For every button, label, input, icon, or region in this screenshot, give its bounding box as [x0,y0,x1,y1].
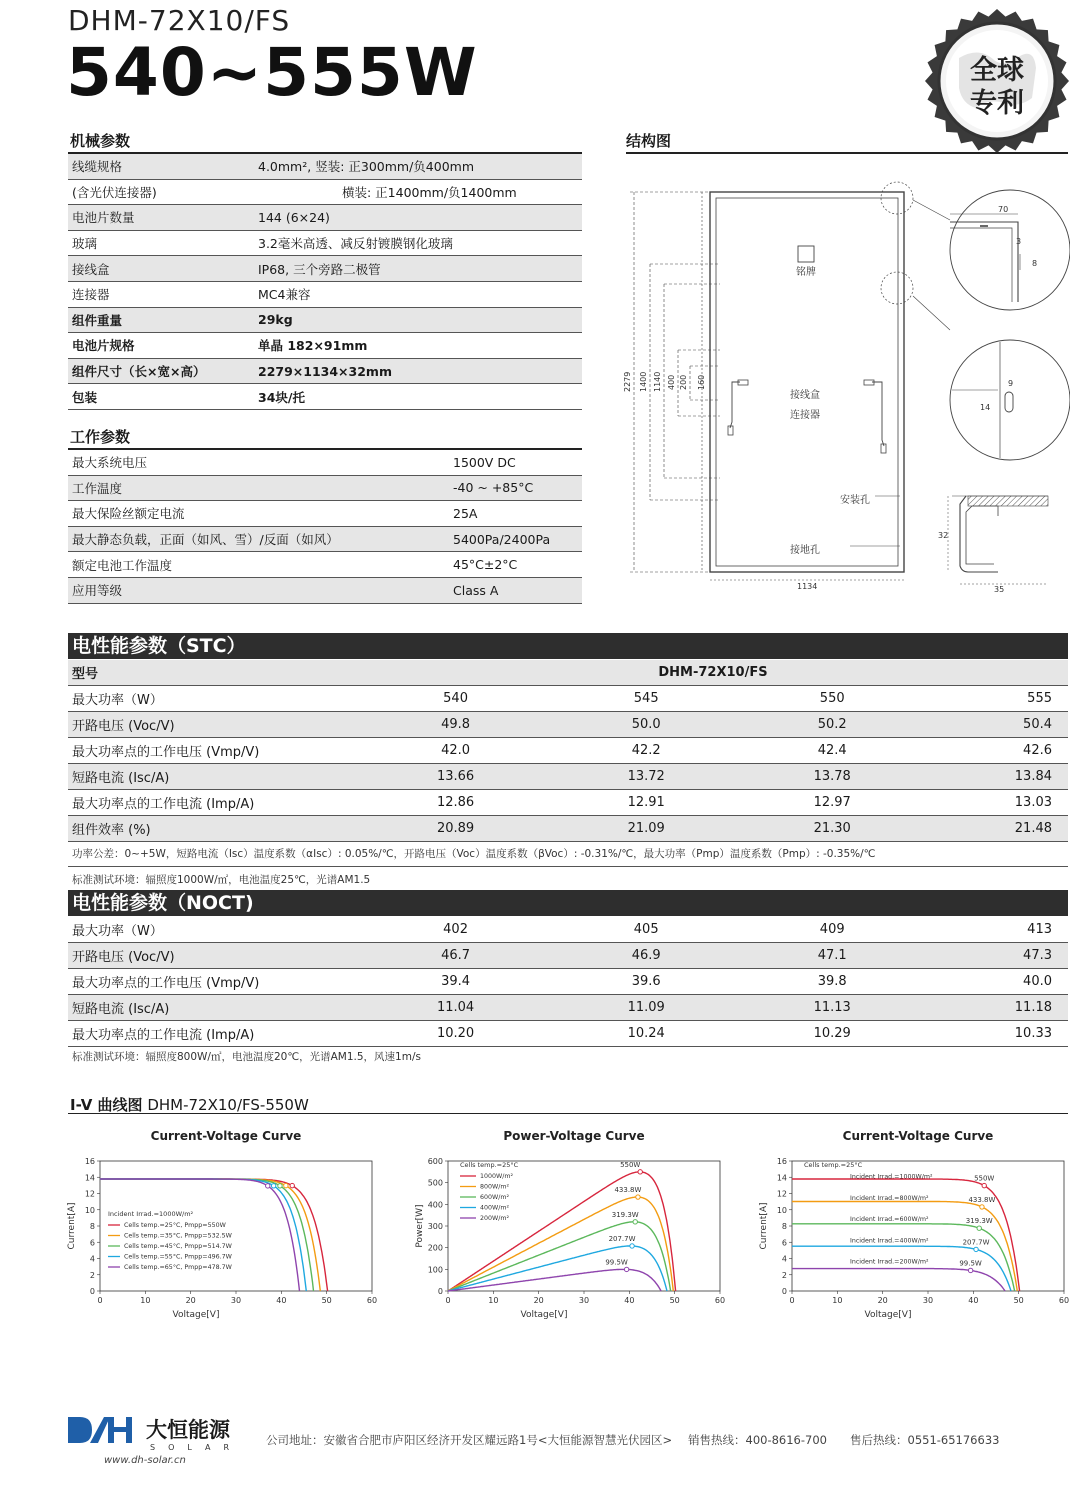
mpp-label: 433.8W [968,1195,996,1204]
x-tick-label: 40 [968,1296,979,1305]
spec-label: 工作温度 [68,475,447,501]
x-axis-label: Voltage[V] [864,1310,912,1320]
y-tick-label: 200 [427,1243,443,1253]
iv-title-bold: I-V 曲线图 [70,1096,143,1114]
connector-cable-left [730,382,740,428]
perf-value: 39.8 [739,969,925,995]
iv-title-model: DHM-72X10/FS-550W [147,1096,309,1114]
mpp-point [977,1226,981,1230]
mpp-point [278,1184,282,1188]
legend-title: Cells temp.=25°C [804,1161,863,1169]
x-tick-label: 40 [624,1296,635,1305]
dim-3: 3 [1016,237,1022,246]
mpp-label: 319.3W [965,1217,993,1226]
legend-entry: Cells temp.=45°C, Pmpp=514.7W [124,1243,232,1250]
perf-value: 545 [553,686,739,712]
model-label: 型号 [68,660,358,686]
x-tick-label: 20 [185,1296,196,1305]
spec-row [68,281,582,307]
legend-title: Cells temp.=25°C [460,1161,519,1169]
spec-label: 最大系统电压 [68,450,447,475]
mpp-point [633,1220,637,1224]
chart-title: Current-Voltage Curve [842,1129,994,1143]
mpp-point [636,1195,640,1199]
dim-height: 2279 [623,371,632,392]
mechanical-title: 机械参数 [70,132,131,150]
spec-row [68,501,582,527]
model-value: DHM-72X10/FS [358,660,1068,686]
perf-value: 11.04 [358,995,553,1021]
spec-value: 横装: 正1400mm/负1400mm [252,179,582,205]
perf-value: 13.84 [925,764,1068,790]
ground-hole-label: 接地孔 [790,545,820,556]
mpp-point [630,1244,634,1248]
pv-chart-irradiance [408,1125,738,1325]
x-tick-label: 30 [578,1296,590,1305]
y-tick-label: 300 [427,1222,443,1231]
connector-label: 连接器 [790,410,820,421]
perf-value: 47.1 [739,943,925,969]
corner-detail [950,190,1070,310]
y-tick-label: 4 [781,1254,787,1264]
noct-table [68,917,1068,1047]
spec-label: 接线盒 [68,256,252,282]
y-axis-label: Power[W] [415,1204,425,1248]
spec-row [68,205,582,231]
iv-chart-temperature [60,1125,390,1325]
perf-label: 开路电压 (Voc/V) [68,943,358,969]
x-tick-label: 50 [1013,1296,1024,1305]
legend-entry: 200W/m² [480,1215,510,1222]
mpp-label: 550W [620,1160,641,1169]
spec-value: Class A [447,577,582,603]
perf-value: 39.4 [358,969,553,995]
dim-14: 14 [980,403,991,412]
perf-row [68,943,1068,969]
x-tick-label: 0 [97,1296,103,1305]
spec-value: 45°C±2°C [447,552,582,578]
nameplate-box [798,246,814,262]
perf-value: 12.97 [739,790,925,816]
x-tick-label: 20 [877,1296,888,1305]
nameplate-label: 铭牌 [796,267,816,278]
mpp-point [974,1247,978,1251]
perf-value: 42.0 [358,738,553,764]
x-tick-label: 30 [922,1296,934,1305]
spec-label: 电池片数量 [68,205,252,231]
perf-row [68,969,1068,995]
company-address: 公司地址：安徽省合肥市庐阳区经济开发区耀远路1号<大恒能源智慧光伏园区> [266,1433,673,1447]
mounting-slot [1005,392,1013,412]
model-name: DHM-72X10/FS [68,4,291,37]
spec-value: 4.0mm², 竖装: 正300mm/负400mm [252,154,582,179]
x-axis-label: Voltage[V] [172,1310,220,1320]
legend-entry: Cells temp.=35°C, Pmpp=532.5W [124,1232,232,1240]
website: www.dh-solar.cn [104,1455,186,1466]
perf-value: 11.13 [739,995,925,1021]
spec-value: 1500V DC [447,450,582,475]
connector-cable-right [872,382,884,446]
mpp-point [638,1170,642,1174]
y-tick-label: 14 [776,1173,787,1183]
legend-title: Incident Irrad.=1000W/m² [108,1210,194,1218]
series-line [792,1224,1015,1291]
perf-value: 402 [358,917,553,943]
spec-label: 包装 [68,384,252,410]
stc-note-coefficients: 功率公差：0~+5W，短路电流（Isc）温度系数（αIsc）: 0.05%/℃，开路电压（Voc）温度系数（βVoc）: -0.31%/℃，最大功率（Pmp）温度系数（Pmp）: -0.35%/℃ [72,848,876,860]
legend-entry: Cells temp.=65°C, Pmpp=478.7W [124,1264,232,1271]
perf-row [68,712,1068,738]
y-tick-label: 10 [84,1205,95,1215]
y-axis-label: Current[A] [67,1202,77,1250]
working-title: 工作参数 [70,428,131,446]
y-tick-label: 0 [781,1287,787,1296]
y-tick-label: 14 [84,1173,95,1183]
legend-entry: 800W/m² [480,1183,510,1191]
mpp-label: 207.7W [962,1238,990,1247]
y-tick-label: 16 [776,1157,787,1166]
perf-row [68,790,1068,816]
y-tick-label: 0 [437,1287,443,1296]
spec-row [68,154,582,179]
noct-title: 电性能参数（NOCT) [68,890,1068,916]
y-tick-label: 6 [781,1238,787,1248]
chart-title: Current-Voltage Curve [150,1129,302,1143]
mpp-point [284,1183,288,1187]
dim-1400: 1400 [639,371,648,392]
series-line [448,1269,661,1291]
spec-label: 最大静态负载，正面（如风、雪）/反面（如风） [68,526,447,552]
dim-width: 1134 [797,582,818,591]
dim-32: 32 [938,531,949,540]
mpp-point [968,1268,972,1272]
y-tick-label: 600 [427,1157,443,1166]
dim-400: 400 [667,374,676,390]
spec-row [68,307,582,333]
perf-label: 短路电流 (Isc/A) [68,764,358,790]
y-tick-label: 6 [89,1238,95,1248]
dim-70: 70 [998,205,1009,214]
legend-entry: Cells temp.=25°C, Pmpp=550W [124,1222,226,1229]
mpp-label: 319.3W [611,1210,639,1219]
spec-row [68,256,582,282]
spec-value: 单晶 182×91mm [252,333,582,359]
y-tick-label: 500 [427,1178,443,1188]
brand-name-cn: 大恒能源 [146,1418,230,1442]
perf-value: 550 [739,686,925,712]
x-tick-label: 60 [1058,1296,1070,1305]
model-row [68,660,1068,686]
spec-label: 组件重量 [68,307,252,333]
legend-entry: 1000W/m² [480,1173,514,1180]
legend-entry: 600W/m² [480,1194,510,1201]
series-name: Incident Irrad.=600W/m² [850,1216,929,1224]
perf-value: 10.24 [553,1021,739,1047]
junction-box-left [738,380,748,385]
series-name: Incident Irrad.=400W/m² [850,1237,929,1245]
perf-label: 短路电流 (Isc/A) [68,995,358,1021]
spec-row [68,179,582,205]
perf-label: 最大功率点的工作电压 (Vmp/V) [68,738,358,764]
x-tick-label: 50 [321,1296,332,1305]
x-tick-label: 60 [366,1296,378,1305]
perf-value: 21.30 [739,816,925,842]
series-name: Incident Irrad.=1000W/m² [850,1173,933,1181]
spec-label: 应用等级 [68,577,447,603]
x-tick-label: 10 [140,1296,151,1305]
dim-200: 200 [679,374,688,390]
perf-value: 413 [925,917,1068,943]
perf-value: 50.0 [553,712,739,738]
perf-row [68,764,1068,790]
spec-label: (含光伏连接器) [68,179,252,205]
spec-row [68,552,582,578]
perf-value: 12.86 [358,790,553,816]
dim-1140: 1140 [653,371,662,392]
perf-label: 最大功率点的工作电流 (Imp/A) [68,1021,358,1047]
hole-detail [950,340,1070,460]
perf-value: 13.78 [739,764,925,790]
perf-value: 40.0 [925,969,1068,995]
mpp-point [980,1205,984,1209]
footer [0,1405,1080,1475]
spec-value: 3.2毫米高透、减反射镀膜钢化玻璃 [252,230,582,256]
dim-8: 8 [1032,259,1038,268]
x-tick-label: 0 [445,1296,451,1305]
dim-160: 160 [697,374,706,390]
spec-label: 电池片规格 [68,333,252,359]
dim-9: 9 [1008,379,1014,388]
perf-label: 开路电压 (Voc/V) [68,712,358,738]
perf-label: 组件效率 (%) [68,816,358,842]
spec-row [68,577,582,603]
spec-value: 5400Pa/2400Pa [447,526,582,552]
x-tick-label: 50 [669,1296,680,1305]
perf-value: 49.8 [358,712,553,738]
x-tick-label: 40 [276,1296,287,1305]
perf-value: 13.66 [358,764,553,790]
perf-value: 46.7 [358,943,553,969]
spec-value: 34块/托 [252,384,582,410]
perf-value: 47.3 [925,943,1068,969]
perf-value: 12.91 [553,790,739,816]
perf-value: 21.09 [553,816,739,842]
perf-value: 39.6 [553,969,739,995]
perf-value: 46.9 [553,943,739,969]
y-tick-label: 16 [84,1157,95,1166]
mpp-point [624,1267,628,1271]
perf-value: 21.48 [925,816,1068,842]
perf-row [68,816,1068,842]
x-tick-label: 10 [488,1296,499,1305]
stc-note-conditions: 标准测试环境：辐照度1000W/㎡，电池温度25℃，光谱AM1.5 [72,874,371,886]
spec-label: 组件尺寸（长×宽×高） [68,358,252,384]
perf-row [68,738,1068,764]
series-name: Incident Irrad.=200W/m² [850,1258,929,1266]
mpp-label: 433.8W [614,1186,642,1195]
spec-value: 144 (6×24) [252,205,582,231]
spec-value: IP68, 三个旁路二极管 [252,256,582,282]
perf-row [68,995,1068,1021]
spec-row [68,475,582,501]
x-tick-label: 60 [714,1296,726,1305]
spec-label: 最大保险丝额定电流 [68,501,447,527]
perf-value: 10.33 [925,1021,1068,1047]
y-tick-label: 8 [781,1222,787,1231]
perf-value: 555 [925,686,1068,712]
perf-value: 42.2 [553,738,739,764]
mpp-label: 207.7W [608,1234,636,1243]
perf-value: 50.4 [925,712,1068,738]
mounting-hole-label: 安装孔 [840,495,870,506]
mpp-label: 99.5W [959,1259,982,1268]
y-tick-label: 2 [781,1270,787,1280]
spec-value: -40 ~ +85°C [447,475,582,501]
global-patent-badge [924,8,1070,154]
spec-label: 玻璃 [68,230,252,256]
spec-row [68,384,582,410]
series-line [792,1269,1005,1291]
perf-value: 409 [739,917,925,943]
y-tick-label: 0 [89,1287,95,1296]
x-tick-label: 0 [789,1296,795,1305]
dh-logo-icon [68,1417,132,1443]
perf-value: 42.6 [925,738,1068,764]
mpp-label: 550W [974,1174,995,1183]
mpp-point [271,1184,275,1188]
stc-table [68,660,1068,842]
perf-row [68,917,1068,943]
noct-note: 标准测试环境：辐照度800W/㎡，电池温度20℃，光谱AM1.5，风速1m/s [72,1051,421,1063]
y-tick-label: 10 [776,1205,787,1215]
perf-value: 42.4 [739,738,925,764]
y-tick-label: 8 [89,1222,95,1231]
x-tick-label: 20 [533,1296,544,1305]
sales-hotline: 销售热线：400-8616-700 [688,1433,827,1447]
spec-label: 线缆规格 [68,154,252,179]
x-axis-label: Voltage[V] [520,1310,568,1320]
badge-line2: 专利 [970,88,1024,119]
series-line [448,1246,667,1291]
iv-chart-irradiance [752,1125,1080,1325]
y-axis-label: Current[A] [759,1202,769,1250]
working-table [68,450,582,604]
dim-35: 35 [994,585,1005,594]
perf-value: 20.89 [358,816,553,842]
series-name: Incident Irrad.=800W/m² [850,1194,929,1202]
perf-value: 50.2 [739,712,925,738]
spec-value: MC4兼容 [252,281,582,307]
stc-title: 电性能参数（STC） [68,633,1068,659]
perf-value: 10.29 [739,1021,925,1047]
iv-section-title [70,1094,309,1115]
perf-value: 540 [358,686,553,712]
perf-value: 11.09 [553,995,739,1021]
perf-label: 最大功率（W） [68,917,358,943]
mpp-point [290,1183,294,1187]
brand-name-en: SOLAR [150,1443,243,1452]
legend-entry: 400W/m² [480,1204,510,1212]
mechanical-table [68,154,582,410]
perf-row [68,686,1068,712]
structure-title: 结构图 [626,132,672,150]
perf-label: 最大功率点的工作电压 (Vmp/V) [68,969,358,995]
structure-diagram [600,160,1070,600]
spec-row [68,358,582,384]
spec-row [68,450,582,475]
service-hotline: 售后热线：0551-65176633 [850,1433,1000,1447]
y-tick-label: 400 [427,1200,443,1210]
x-tick-label: 30 [230,1296,242,1305]
perf-row [68,1021,1068,1047]
spec-value: 29kg [252,307,582,333]
y-tick-label: 12 [84,1189,95,1199]
mpp-point [266,1184,270,1188]
badge-line1: 全球 [970,55,1024,86]
legend-entry: Cells temp.=55°C, Pmpp=496.7W [124,1253,232,1261]
mpp-point [982,1183,986,1187]
plot-frame [448,1161,720,1291]
perf-value: 405 [553,917,739,943]
x-tick-label: 10 [832,1296,843,1305]
chart-title: Power-Voltage Curve [503,1129,645,1143]
spec-value: 2279×1134×32mm [252,358,582,384]
power-range: 540~555W [66,34,478,111]
perf-value: 11.18 [925,995,1068,1021]
y-tick-label: 12 [776,1189,787,1199]
perf-value: 13.03 [925,790,1068,816]
junction-box-right [864,380,874,385]
spec-row [68,230,582,256]
perf-label: 最大功率点的工作电流 (Imp/A) [68,790,358,816]
y-tick-label: 100 [427,1265,443,1275]
spec-row [68,526,582,552]
spec-row [68,333,582,359]
spec-label: 连接器 [68,281,252,307]
junction-box-label: 接线盒 [790,390,820,401]
spec-label: 额定电池工作温度 [68,552,447,578]
spec-value: 25A [447,501,582,527]
perf-label: 最大功率（W） [68,686,358,712]
mpp-label: 99.5W [605,1258,628,1267]
perf-value: 13.72 [553,764,739,790]
y-tick-label: 4 [89,1254,95,1264]
perf-value: 10.20 [358,1021,553,1047]
y-tick-label: 2 [89,1270,95,1280]
